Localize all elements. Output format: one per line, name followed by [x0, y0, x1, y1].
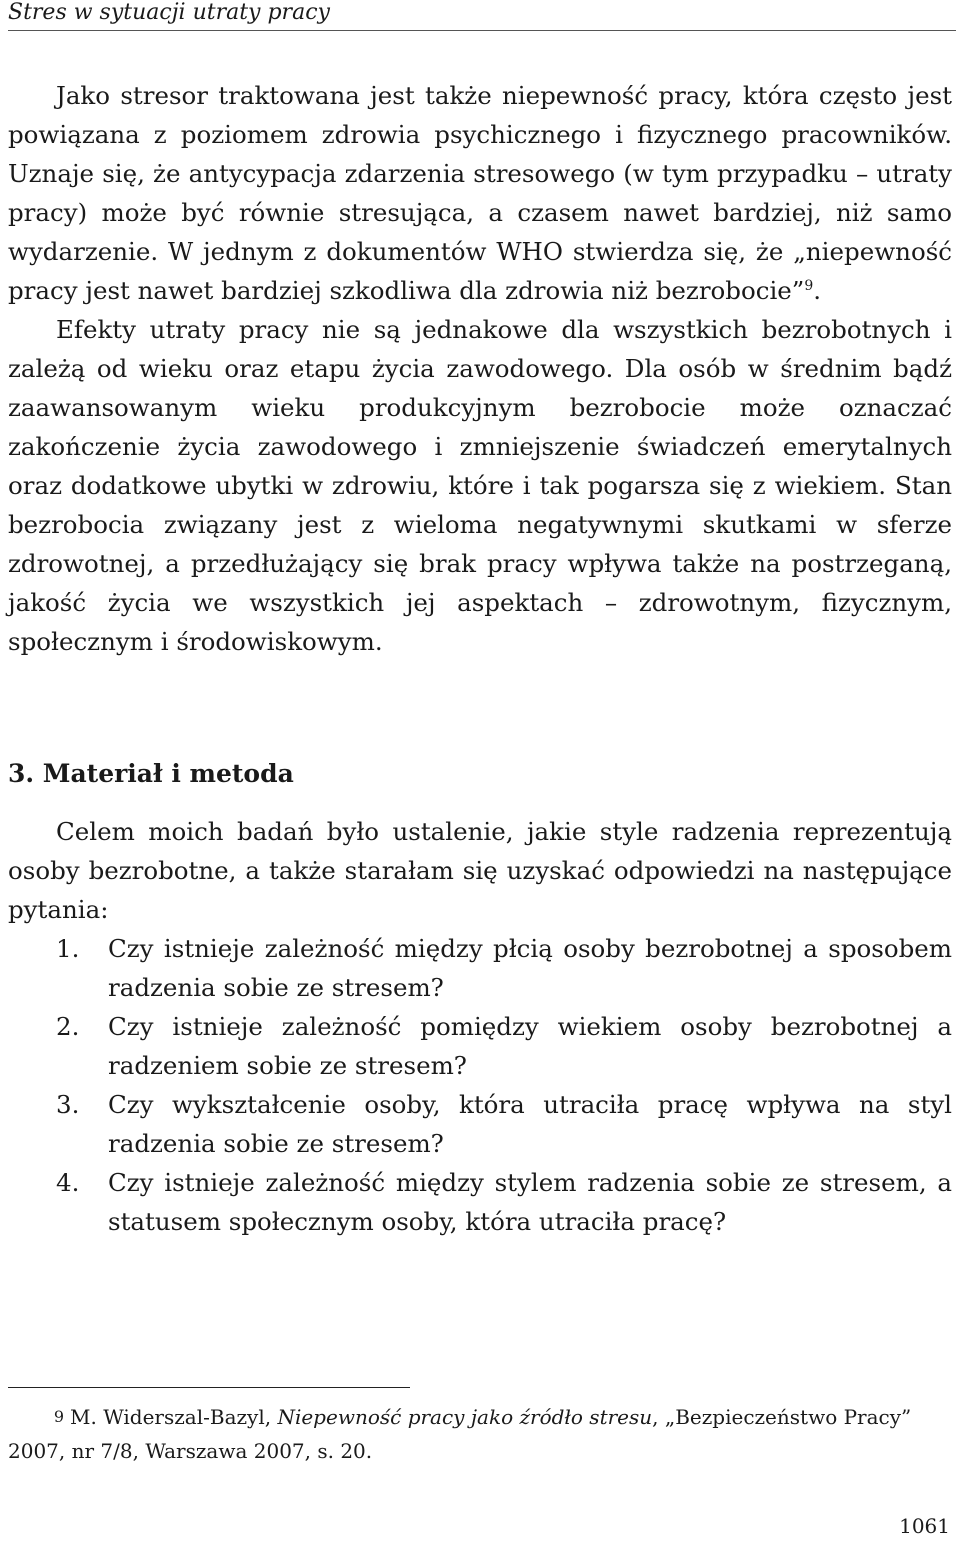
list-item-text: Czy istnieje zależność pomiędzy wiekiem osoby bezrobotnej a radzeniem sobie ze stresem? [108, 1012, 952, 1080]
list-item [8, 929, 952, 1007]
footnote-ref[interactable]: 9 [804, 277, 814, 294]
footnote-author: M. Widerszal-Bazyl, [70, 1405, 278, 1429]
footnote-rest: , „Bezpieczeństwo Pracy” 2007, nr 7/8, Warszawa 2007, s. 20. [8, 1405, 912, 1463]
question-list [8, 929, 952, 1241]
paragraph-2: Efekty utraty pracy nie są jednakowe dla wszystkich bezrobotnych i zależą od wieku oraz etapu życia zawodowego. Dla osób w średnim bądź zaawansowanym wieku produkcyjnym bezrobocie może oznaczać zakończenie życia zawodowego i zmniejszenie świadczeń emerytalnych oraz dodatkowe ubytki w zdrowiu, które i tak pogarsza się z wiekiem. Stan bezrobocia związany jest z wieloma negatywnymi skutkami w sferze zdrowotnej, a przedłużający się brak pracy wpływa także na postrzeganą, jakość życia we wszystkich jej aspektach – zdrowotnym, fizycznym, społecznym i środowiskowym. [8, 315, 952, 656]
list-item-text: Czy istnieje zależność między płcią osoby bezrobotnej a sposobem radzenia sobie ze stresem? [108, 934, 952, 1002]
running-title: Stres w sytuacji utraty pracy [8, 0, 330, 25]
footnote-divider [8, 1387, 410, 1388]
list-item [8, 1163, 952, 1241]
list-item-text: Czy istnieje zależność między stylem radzenia sobie ze stresem, a statusem społecznym osoby, która utraciła pracę? [108, 1168, 952, 1236]
list-item [8, 1007, 952, 1085]
paragraph-1-end: . [813, 276, 822, 305]
section-intro: Celem moich badań było ustalenie, jakie style radzenia reprezentują osoby bezrobotne, a także starałam się uzyskać odpowiedzi na następujące pytania: [8, 817, 952, 924]
list-item-number: 2. [56, 1012, 80, 1041]
paragraph-1 [8, 76, 952, 310]
paragraph-1-text: Jako stresor traktowana jest także niepewność pracy, która często jest powiązana z poziomem zdrowia psychicznego i fizycznego pracowników. Uznaje się, że antycypacja zdarzenia stresowego (w tym przypadku – utraty pracy) może być równie stresująca, a czasem nawet bardziej, niż samo wydarzenie. W jednym z dokumentów WHO stwierdza się, że „niepewność pracy jest nawet bardziej szkodliwa dla zdrowia niż bezrobocie” [8, 81, 952, 305]
list-item-number: 4. [56, 1168, 80, 1197]
list-item [8, 1085, 952, 1163]
list-item-text: Czy wykształcenie osoby, która utraciła pracę wpływa na styl radzenia sobie ze stresem? [108, 1090, 952, 1158]
list-item-number: 1. [56, 934, 80, 963]
footnote-mark: 9 [53, 1407, 64, 1426]
footnote-title: Niepewność pracy jako źródło stresu [277, 1405, 653, 1429]
page-number: 1061 [899, 1514, 950, 1538]
footnote [8, 1400, 952, 1468]
body-text [8, 76, 952, 661]
running-header [8, 0, 956, 31]
section-heading: 3. Materiał i metoda [8, 759, 294, 788]
list-item-number: 3. [56, 1090, 80, 1119]
